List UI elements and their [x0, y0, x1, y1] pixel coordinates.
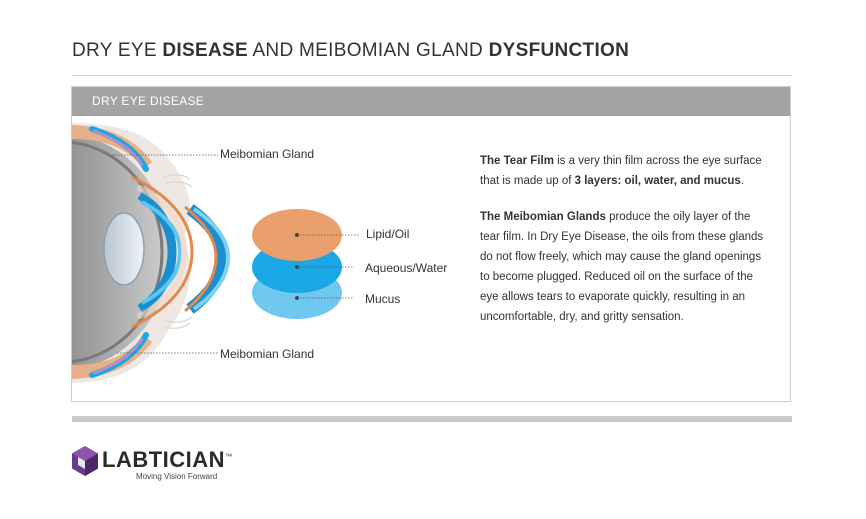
- title-part-3: AND MEIBOMIAN GLAND: [247, 40, 489, 61]
- footer-divider-bar: [72, 416, 792, 422]
- tear-film-layers: [252, 209, 342, 319]
- labtician-logo: [72, 444, 272, 484]
- title-part-1: DRY EYE: [72, 40, 163, 61]
- tear-film-layers-term: 3 layers: oil, water, and mucus: [574, 175, 741, 187]
- label-meibomian-gland-bottom: Meibomian Gland: [220, 347, 315, 361]
- logo-trademark: ™: [225, 453, 233, 461]
- label-meibomian-gland-top: Meibomian Gland: [220, 147, 315, 161]
- label-lipid-oil: Lipid/Oil: [366, 227, 410, 241]
- title-part-2: DISEASE: [162, 40, 248, 61]
- title-part-4: DYSFUNCTION: [488, 40, 630, 61]
- eye-cross-section: [72, 123, 192, 383]
- tear-film-paragraph: [480, 151, 770, 191]
- logo-wordmark: [102, 447, 233, 473]
- title-divider: [72, 75, 792, 76]
- meibomian-term: The Meibomian Glands: [480, 211, 606, 223]
- meibomian-text: produce the oily layer of the tear film. In Dry Eye Disease, the oils from these glands do not flow freely, which may cause the gland openings to become plugged. Reduced oil on the surface of the eye allows tears to evaporate quickly, resulting in an uncomfortable, dry, and gritty sensation.: [480, 211, 764, 323]
- tear-film-text-a: is a very thin film across the eye surface that is made up of: [480, 155, 762, 187]
- label-aqueous-water: Aqueous/Water: [365, 261, 448, 275]
- page-title: [72, 40, 629, 62]
- logo-name-text: LABTICIAN: [102, 447, 226, 472]
- meibomian-paragraph: [480, 207, 770, 327]
- info-panel: [71, 86, 791, 402]
- logo-tagline: Moving Vision Forward: [136, 472, 218, 481]
- panel-header: DRY EYE DISEASE: [72, 87, 790, 116]
- eye-diagram: [72, 117, 472, 403]
- tear-film-text-b: .: [740, 175, 745, 187]
- description-column: [480, 151, 770, 343]
- label-mucus: Mucus: [365, 292, 401, 306]
- tear-film-term: The Tear Film: [480, 155, 554, 167]
- logo-hexagon-icon: [72, 446, 98, 476]
